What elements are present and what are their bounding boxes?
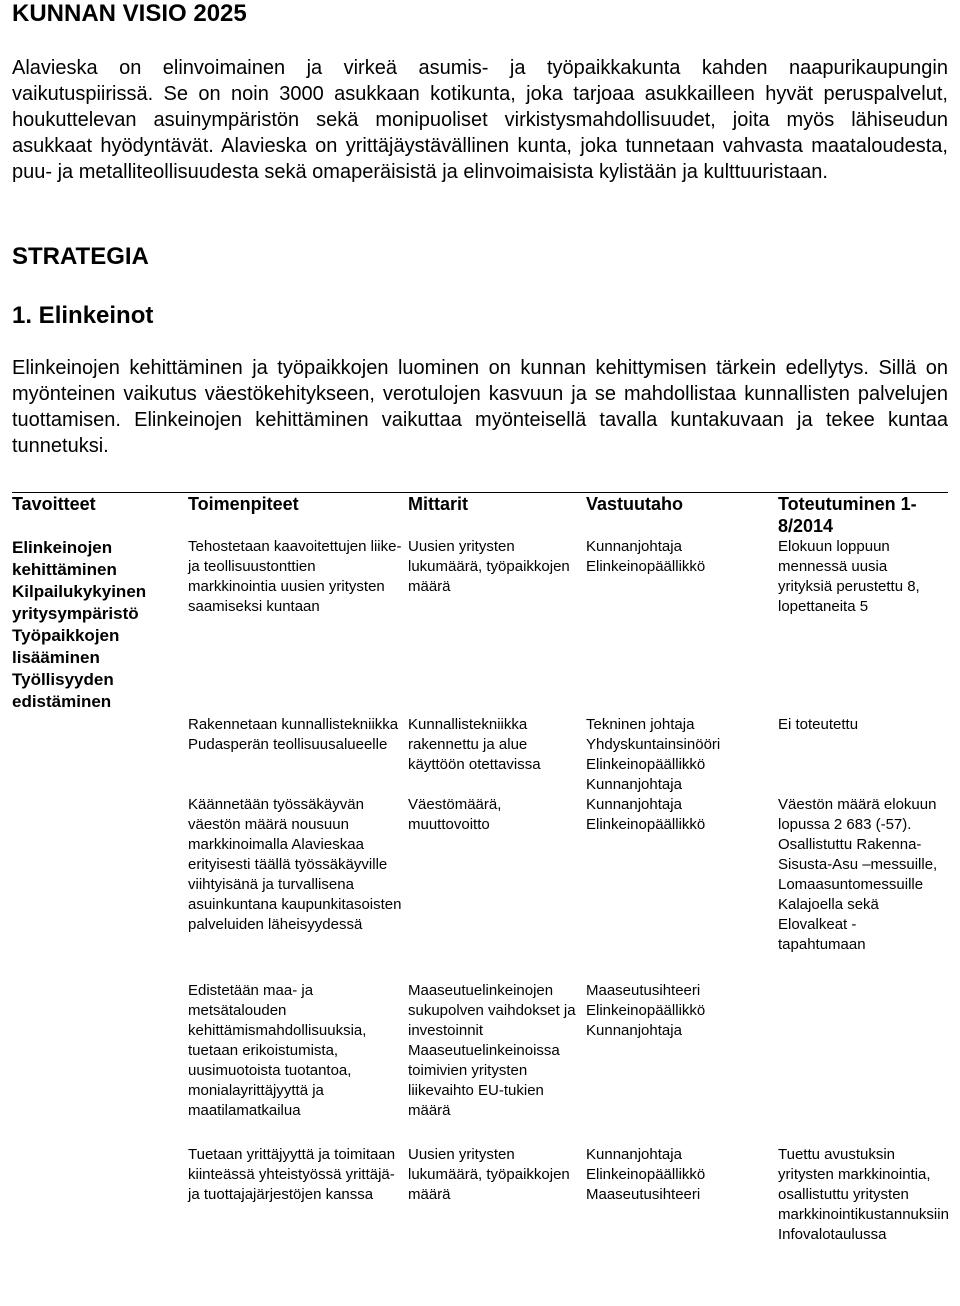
toteutuminen-cell: Ei toteutettu: [778, 716, 859, 733]
goal-cell-empty: [12, 1145, 188, 1245]
header-toteutuminen: Toteutuminen 1-8/2014: [778, 494, 917, 536]
header-vastuutaho: Vastuutaho: [586, 494, 684, 514]
goal-cell-empty: [12, 795, 188, 981]
vastuu-cell: Maaseutusihteeri Elinkeinopäällikkö Kunnanjohtaja: [586, 982, 706, 1039]
strategy-table: [12, 492, 948, 1245]
mittari-cell: Maaseutuelinkeinojen sukupolven vaihdokset ja investoinnit Maaseutuelinkeinoissa toimivien yritysten liikevaihto EU-tukien määrä: [408, 982, 576, 1119]
goal-cell-empty: [12, 981, 188, 1145]
mittari-cell: Uusien yritysten lukumäärä, työpaikkojen määrä: [408, 538, 570, 595]
mittari-cell: Uusien yritysten lukumäärä, työpaikkojen määrä: [408, 1146, 570, 1203]
toteutuminen-cell: Väestön määrä elokuun lopussa 2 683 (-57). Osallistuttu Rakenna-Sisusta-Asu –messuille, Lomaasuntomessuille Kalajoella sekä Elovalkeat -tapahtumaan: [778, 796, 938, 953]
toimenpide-cell: Edistetään maa- ja metsätalouden kehittämismahdollisuuksia, tuetaan erikoistumista, uusimuotoista tuotantoa, monialayrittäjyyttä ja maatilamatkailua: [188, 982, 367, 1119]
toteutuminen-cell: Elokuun loppuun mennessä uusia yrityksiä perustettu 8, lopettaneita 5: [778, 538, 920, 615]
mittari-cell: Kunnallistekniikka rakennettu ja alue käyttöön otettavissa: [408, 716, 541, 773]
table-row: [12, 981, 948, 1145]
vastuu-cell: Kunnanjohtaja Elinkeinopäällikkö Maaseutusihteeri: [586, 1146, 706, 1203]
table-row: [12, 795, 948, 981]
toimenpide-cell: Rakennetaan kunnallistekniikka Pudasperän teollisuusalueelle: [188, 716, 399, 753]
vastuu-cell: Kunnanjohtaja Elinkeinopäällikkö: [586, 538, 706, 575]
vastuu-cell: Tekninen johtaja Yhdyskuntainsinööri Elinkeinopäällikkö Kunnanjohtaja: [586, 716, 721, 793]
toimenpide-cell: Tuetaan yrittäjyyttä ja toimitaan kiinteässä yhteistyössä yrittäjä- ja tuottajajärjestöjen kanssa: [188, 1146, 396, 1203]
goal-cell: Elinkeinojen kehittäminen Kilpailukykyinen yritysympäristö Työpaikkojen lisääminen Työllisyyden edistäminen: [12, 538, 147, 711]
toimenpide-cell: Käännetään työssäkäyvän väestön määrä nousuun markkinoimalla Alavieskaa erityisesti täällä työssäkäyville viihtyisänä ja turvallisena asuinkuntana kaupunkitasoisten palveluiden läheisyydessä: [188, 796, 402, 933]
mittari-cell: Väestömäärä, muuttovoitto: [408, 796, 502, 833]
strategy-title: STRATEGIA: [12, 243, 149, 270]
header-tavoitteet: Tavoitteet: [12, 494, 96, 514]
section-title: 1. Elinkeinot: [12, 302, 154, 329]
toimenpide-cell: Tehostetaan kaavoitettujen liike- ja teollisuustonttien markkinointia uusien yritysten saamiseksi kuntaan: [188, 538, 402, 615]
header-mittarit: Mittarit: [408, 494, 468, 514]
header-toimenpiteet: Toimenpiteet: [188, 494, 299, 514]
toteutuminen-cell: Tuettu avustuksin yritysten markkinointia, osallistuttu yritysten markkinointikustannuksiin Infovalotaulussa: [778, 1146, 949, 1243]
vision-text: Alavieska on elinvoimainen ja virkeä asumis- ja työpaikkakunta kahden naapurikaupungin vaikutuspiirissä. Se on noin 3000 asukkaan kotikunta, joka tarjoaa asukkailleen hyvät peruspalvelut, houkuttelevan asuinympäristön sekä monipuoliset virkistysmahdollisuudet, joita myös lähiseudun asukkaat hyödyntävät. Alavieska on yrittäjäystävällinen kunta, joka tunnetaan vahvasta maataloudesta, puu- ja metalliteollisuudesta sekä omaperäisistä ja elinvoimaisista kylistään ja kulttuuristaan.: [12, 57, 948, 183]
section-intro: Elinkeinojen kehittäminen ja työpaikkojen luominen on kunnan kehittymisen tärkein edellytys. Sillä on myönteinen vaikutus väestökehitykseen, verotulojen kasvuun ja se mahdollistaa kunnallisten palvelujen tuottamisen. Elinkeinojen kehittäminen vaikuttaa myönteisellä tavalla kuntakuvaan ja tekee kuntaa tunnetuksi.: [12, 357, 948, 457]
table-header-row: [12, 493, 948, 538]
vision-title: KUNNAN VISIO 2025: [12, 0, 247, 27]
table-row: [12, 1145, 948, 1245]
table-row: [12, 715, 948, 795]
goal-cell-empty: [12, 715, 188, 795]
toteutuminen-cell: [778, 981, 948, 1145]
vastuu-cell: Kunnanjohtaja Elinkeinopäällikkö: [586, 796, 706, 833]
table-row: [12, 537, 948, 715]
